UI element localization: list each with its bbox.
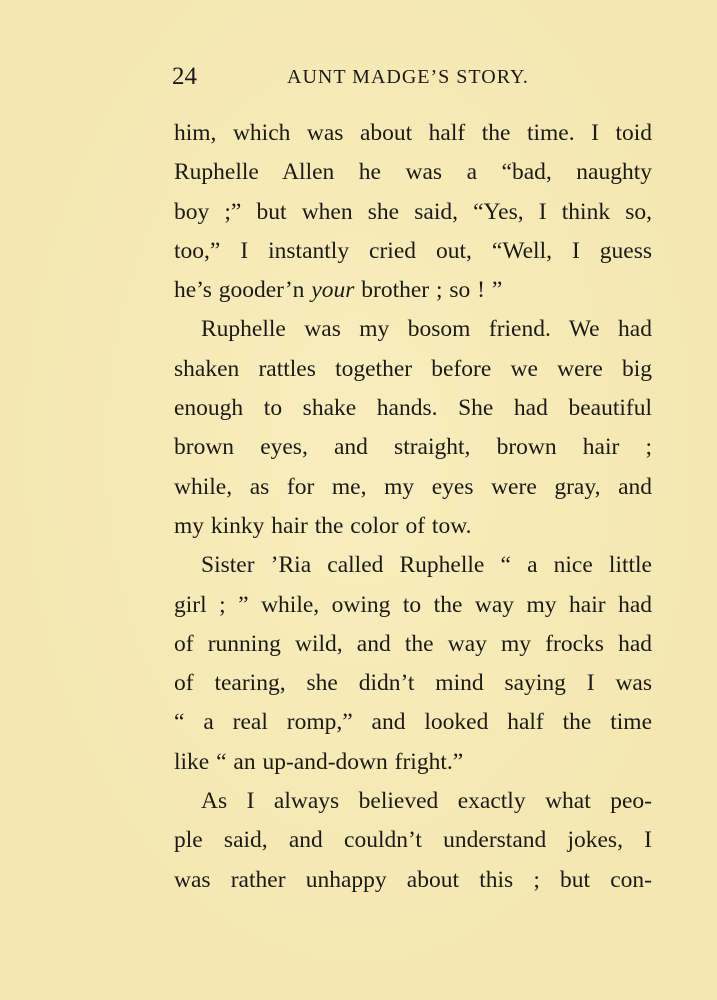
- text-segment: brother ; so ! ”: [354, 277, 503, 304]
- page-header: [172, 62, 652, 92]
- page-number: 24: [172, 63, 197, 90]
- text-line: too,” I instantly cried out, “Well, I guess: [174, 237, 652, 264]
- text-line: while, as for me, my eyes were gray, and: [174, 473, 652, 500]
- text-line: my kinky hair the color of tow.: [174, 512, 472, 539]
- text-line: was rather unhappy about this ; but con-: [174, 866, 652, 893]
- text-line: Sister ’Ria called Ruphelle “ a nice little: [201, 552, 652, 579]
- text-line: Ruphelle was my bosom friend. We had: [201, 316, 652, 343]
- text-segment: he’s gooder’n: [174, 277, 312, 304]
- text-line: Ruphelle Allen he was a “bad, naughty: [174, 159, 652, 186]
- text-line: like “ an up-and-down fright.”: [174, 748, 464, 775]
- italic-word: your: [311, 277, 355, 304]
- text-line: of tearing, she didn’t mind saying I was: [174, 670, 652, 697]
- running-title: AUNT MADGE’S STORY.: [287, 66, 529, 88]
- text-line: enough to shake hands. She had beautiful: [174, 395, 652, 422]
- text-line: shaken rattles together before we were big: [174, 355, 652, 382]
- text-line: girl ; ” while, owing to the way my hair had: [174, 591, 652, 618]
- text-line: of running wild, and the way my frocks had: [174, 630, 652, 657]
- text-line: ple said, and couldn’t understand jokes, I: [174, 827, 652, 854]
- text-line: “ a real romp,” and looked half the time: [174, 709, 652, 736]
- body-text: [174, 114, 652, 900]
- text-line: As I always believed exactly what peo-: [201, 788, 652, 815]
- text-line: [174, 271, 652, 310]
- text-line: brown eyes, and straight, brown hair ;: [174, 434, 652, 461]
- text-line: boy ;” but when she said, “Yes, I think so,: [174, 198, 652, 225]
- text-line: him, which was about half the time. I toid: [174, 120, 652, 146]
